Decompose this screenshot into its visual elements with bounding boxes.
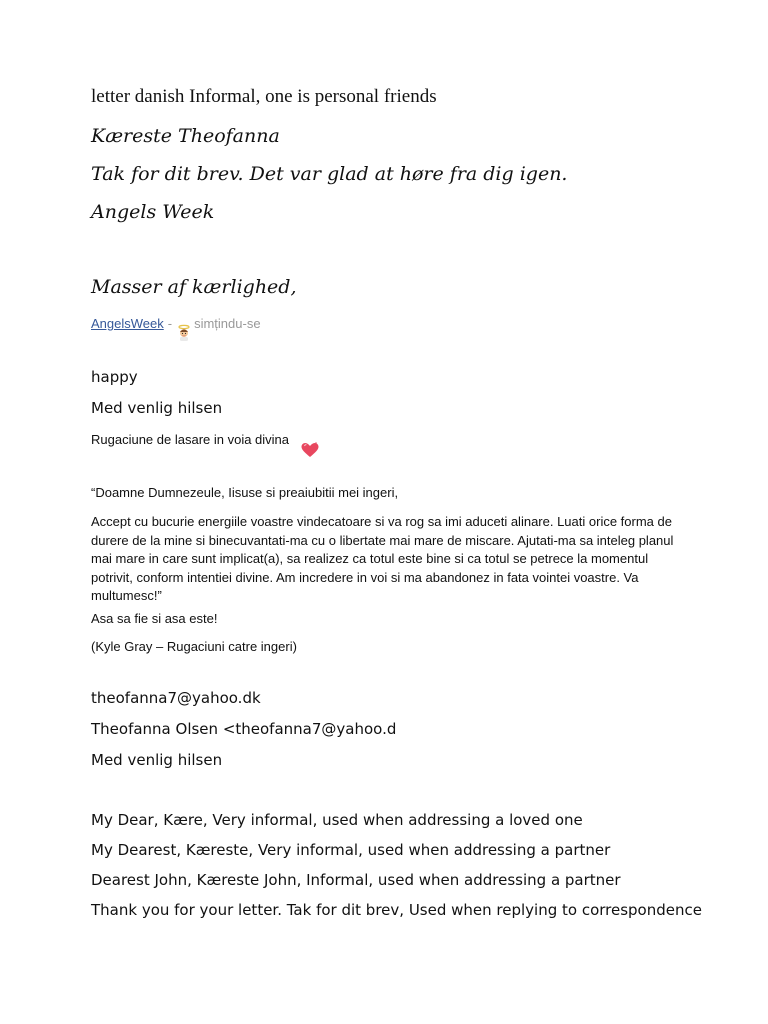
letter-signature: Angels Week bbox=[91, 201, 215, 223]
letter-body-line: Tak for dit brev. Det var glad at høre fra dig igen. bbox=[91, 163, 568, 185]
feeling-status-row bbox=[91, 316, 261, 341]
feeling-status: simțindu-se bbox=[194, 316, 261, 331]
contact-name-email: Theofanna Olsen <theofanna7@yahoo.d bbox=[91, 720, 397, 738]
regards-first: Med venlig hilsen bbox=[91, 399, 223, 417]
document-title: letter danish Informal, one is personal friends bbox=[91, 86, 437, 107]
feeling-mood: happy bbox=[91, 368, 138, 386]
phrase-item: Thank you for your letter. Tak for dit brev, Used when replying to correspondence bbox=[91, 901, 702, 919]
prayer-amen: Asa sa fie si asa este! bbox=[91, 611, 218, 626]
phrase-item: My Dear, Kære, Very informal, used when addressing a loved one bbox=[91, 811, 583, 829]
feeling-separator: - bbox=[167, 316, 173, 331]
contact-email: theofanna7@yahoo.dk bbox=[91, 689, 261, 707]
prayer-title: Rugaciune de lasare in voia divina bbox=[91, 432, 290, 447]
prayer-source: (Kyle Gray – Rugaciuni catre ingeri) bbox=[91, 639, 297, 654]
phrase-item: Dearest John, Kæreste John, Informal, used when addressing a partner bbox=[91, 871, 621, 889]
user-profile-link[interactable]: AngelsWeek bbox=[91, 316, 164, 331]
prayer-opening: “Doamne Dumnezeule, Iisuse si preaiubitii mei ingeri, bbox=[91, 485, 399, 500]
regards-second: Med venlig hilsen bbox=[91, 751, 223, 769]
letter-closing: Masser af kærlighed, bbox=[91, 276, 297, 298]
phrase-item: My Dearest, Kæreste, Very informal, used when addressing a partner bbox=[91, 841, 611, 859]
heart-icon bbox=[300, 440, 320, 460]
prayer-paragraph: Accept cu bucurie energiile voastre vindecatoare si va rog sa imi aduceti alinare. Luati orice forma de durere de la mine si binecuvantati-ma cu o libertate mai mare de miscare. Ajutati-ma sa inteleg planul mai mare in care sunt implicat(a), sa realizez ca totul este bine si ca totul se petrece la momentul potrivit, conform intentiei divine. Am incredere in voi si ma abandonez in fata vointei voastre. Va multumesc!” bbox=[91, 514, 674, 604]
letter-greeting: Kæreste Theofanna bbox=[91, 125, 280, 147]
angel-person-emoji-icon bbox=[176, 319, 192, 341]
